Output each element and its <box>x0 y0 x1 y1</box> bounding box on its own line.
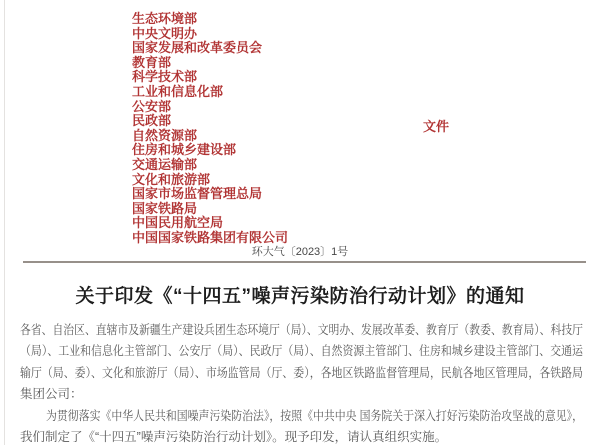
document-title-text: 关于印发《“十四五”噪声污染防治行动计划》的通知 <box>75 286 525 307</box>
agency-name: 中国国家铁路集团有限公司 <box>132 229 289 245</box>
agency-name: 住房和城乡建设部 <box>132 142 237 158</box>
agency-name: 教育部 <box>132 54 172 70</box>
agency-name: 工业和信息化部 <box>132 83 224 99</box>
agency-name: 国家市场监督管理总局 <box>132 186 263 202</box>
agency-name: 科学技术部 <box>132 69 198 85</box>
letterhead-document-word: 文件 <box>423 119 450 134</box>
agency-name: 生态环境部 <box>132 11 198 26</box>
agency-name: 中央文明办 <box>132 25 198 41</box>
agency-name: 国家发展和改革委员会 <box>132 40 263 56</box>
page-edge-divider <box>4 0 5 445</box>
body-line: 集团公司： <box>20 387 83 402</box>
body-line: 输厅（局、委）、文化和旅游厅（局）、市场监管局（厅、委），各地区铁路监督管理局，民航各地区管理局，各铁路局 <box>20 365 583 380</box>
agency-name: 交通运输部 <box>132 156 198 172</box>
body-line: （局）、工业和信息化主管部门、公安厅（局）、民政厅（局）、自然资源主管部门、住房和城乡建设主管部门、交通运 <box>20 344 583 359</box>
document-body <box>20 320 583 445</box>
body-line: 我们制定了《“十四五”噪声污染防治行动计划》。现予印发，请认真组织实施。 <box>20 429 448 444</box>
agency-name: 民政部 <box>132 113 172 129</box>
body-line: 各省、自治区、直辖市及新疆生产建设兵团生态环境厅（局）、文明办、发展改革委、教育厅（教委、教育局）、科技厅 <box>20 323 583 337</box>
agency-name: 自然资源部 <box>132 127 198 143</box>
body-line: 为贯彻落实《中华人民共和国噪声污染防治法》，按照《中共中央 国务院关于深入打好污染防治攻坚战的意见》， <box>46 408 583 423</box>
issuing-agency-list <box>132 12 288 246</box>
header-divider-line <box>23 261 586 263</box>
document-title <box>0 285 600 309</box>
agency-name: 国家铁路局 <box>132 200 198 216</box>
document-number: 环大气〔2023〕1号 <box>251 246 349 258</box>
agency-name: 中国民用航空局 <box>132 215 224 231</box>
agency-name: 公安部 <box>132 98 172 114</box>
agency-name: 文化和旅游部 <box>132 171 211 187</box>
